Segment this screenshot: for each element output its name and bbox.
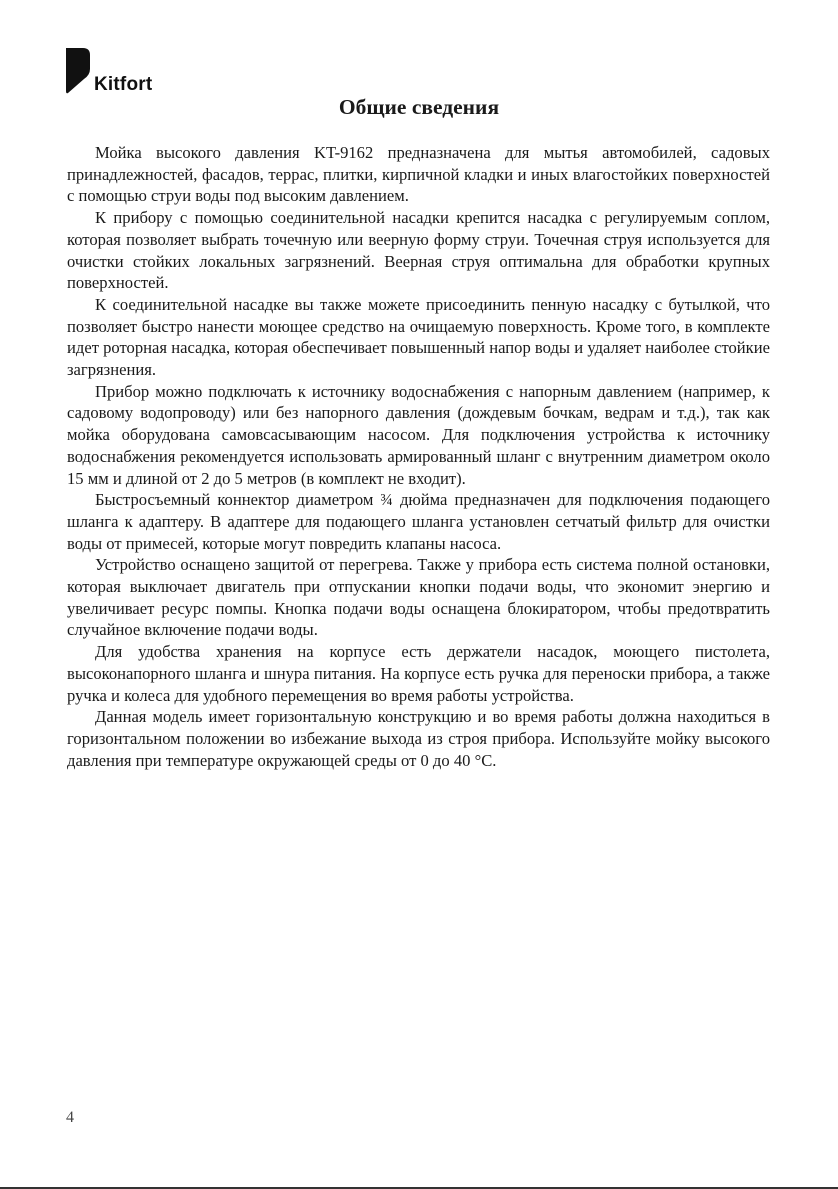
brand-logo <box>66 46 152 94</box>
paragraph: К соединительной насадке вы также можете присоединить пенную насадку с бутылкой, что позволяет быстро нанести моющее средство на очищаемую поверхность. Кроме того, в комплекте идет роторная насадка, которая обеспечивает повышенный напор воды и удаляет наиболее стойкие загрязнения. <box>67 294 770 380</box>
document-body <box>67 142 770 771</box>
paragraph: Устройство оснащено защитой от перегрева. Также у прибора есть система полной остановки, которая выключает двигатель при отпускании кнопки подачи воды, что экономит энергию и увеличивает ресурс помпы. Кнопка подачи воды оснащена блокиратором, чтобы предотвратить случайное включение подачи воды. <box>67 555 770 640</box>
paragraph: Мойка высокого давления KT-9162 предназначена для мытья автомобилей, садовых принадлежностей, фасадов, террас, плитки, кирпичной кладки и иных влагостойких поверхностей с помощью струи воды под высоким давлением. <box>67 143 770 206</box>
paragraph: Данная модель имеет горизонтальную конструкцию и во время работы должна находиться в горизонтальном положении во избежание выхода из строя прибора. Используйте мойку высокого давления при температуре окружающей среды от 0 до 40 °C. <box>67 707 770 770</box>
kitfort-logo-icon <box>66 48 90 94</box>
page-title: Общие сведения <box>338 95 500 119</box>
paragraph: Быстросъемный коннектор диаметром ¾ дюйма предназначен для подключения подающего шланга к адаптеру. В адаптере для подающего шланга установлен сетчатый фильтр для очистки воды от примесей, которые могут повредить клапаны насоса. <box>67 490 770 553</box>
paragraph: Для удобства хранения на корпусе есть держатели насадок, моющего пистолета, высоконапорного шланга и шнура питания. На корпусе есть ручка для переноски прибора, а также ручка и колеса для удобного перемещения во время работы устройства. <box>67 642 770 705</box>
paragraph: К прибору с помощью соединительной насадки крепится насадка с регулируемым соплом, которая позволяет выбрать точечную или веерную форму струи. Точечная струя используется для очистки стойких локальных загрязнений. Веерная струя оптимальна для обработки крупных поверхностей. <box>67 208 770 293</box>
logo-text: Kitfort <box>94 74 153 95</box>
page-number: 4 <box>66 1109 74 1126</box>
paragraph: Прибор можно подключать к источнику водоснабжения с напорным давлением (например, к садовому водопроводу) или без напорного давления (дождевым бочкам, ведрам и т.д.), так как мойка оборудована самовсасывающим насосом. Для подключения устройства к источнику водоснабжения рекомендуется использовать армированный шланг с внутренним диаметром около 15 мм и длиной от 2 до 5 метров (в комплект не входит). <box>67 381 770 488</box>
